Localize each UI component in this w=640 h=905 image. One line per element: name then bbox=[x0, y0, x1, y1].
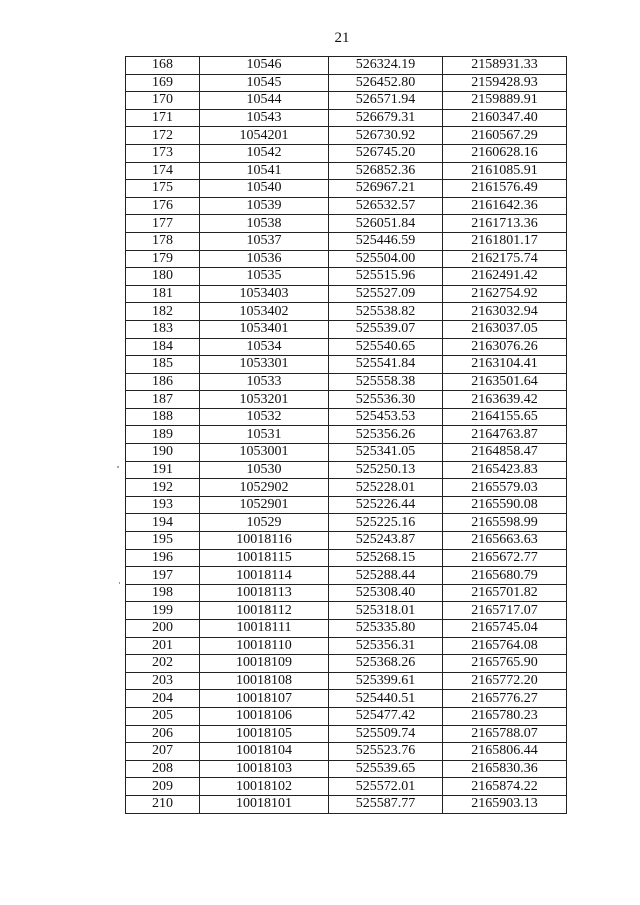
point-number-cell: 182 bbox=[126, 303, 200, 321]
x-coordinate-cell: 525540.65 bbox=[329, 338, 443, 356]
table-row bbox=[126, 655, 567, 673]
y-coordinate-cell: 2160628.16 bbox=[443, 144, 567, 162]
point-number-cell: 173 bbox=[126, 144, 200, 162]
table-row bbox=[126, 303, 567, 321]
point-id-cell: 10535 bbox=[200, 268, 329, 286]
x-coordinate-cell: 525228.01 bbox=[329, 479, 443, 497]
point-number-cell: 191 bbox=[126, 461, 200, 479]
point-id-cell: 10018113 bbox=[200, 584, 329, 602]
point-number-cell: 200 bbox=[126, 620, 200, 638]
point-number-cell: 169 bbox=[126, 74, 200, 92]
x-coordinate-cell: 525523.76 bbox=[329, 743, 443, 761]
y-coordinate-cell: 2163037.05 bbox=[443, 320, 567, 338]
x-coordinate-cell: 525225.16 bbox=[329, 514, 443, 532]
table-row bbox=[126, 338, 567, 356]
point-number-cell: 204 bbox=[126, 690, 200, 708]
point-id-cell: 10018102 bbox=[200, 778, 329, 796]
point-id-cell: 10018108 bbox=[200, 672, 329, 690]
y-coordinate-cell: 2164763.87 bbox=[443, 426, 567, 444]
x-coordinate-cell: 526967.21 bbox=[329, 180, 443, 198]
x-coordinate-cell: 525572.01 bbox=[329, 778, 443, 796]
table-row bbox=[126, 92, 567, 110]
x-coordinate-cell: 525477.42 bbox=[329, 707, 443, 725]
table-row bbox=[126, 444, 567, 462]
y-coordinate-cell: 2159889.91 bbox=[443, 92, 567, 110]
point-id-cell: 1054201 bbox=[200, 127, 329, 145]
table-row bbox=[126, 232, 567, 250]
x-coordinate-cell: 526852.36 bbox=[329, 162, 443, 180]
point-number-cell: 199 bbox=[126, 602, 200, 620]
table-row bbox=[126, 391, 567, 409]
table-row bbox=[126, 707, 567, 725]
x-coordinate-cell: 525440.51 bbox=[329, 690, 443, 708]
point-id-cell: 10531 bbox=[200, 426, 329, 444]
x-coordinate-cell: 525335.80 bbox=[329, 620, 443, 638]
table-row bbox=[126, 549, 567, 567]
point-number-cell: 193 bbox=[126, 496, 200, 514]
y-coordinate-cell: 2163032.94 bbox=[443, 303, 567, 321]
y-coordinate-cell: 2161576.49 bbox=[443, 180, 567, 198]
point-number-cell: 185 bbox=[126, 356, 200, 374]
point-id-cell: 1053201 bbox=[200, 391, 329, 409]
x-coordinate-cell: 526532.57 bbox=[329, 197, 443, 215]
y-coordinate-cell: 2165598.99 bbox=[443, 514, 567, 532]
x-coordinate-cell: 525509.74 bbox=[329, 725, 443, 743]
y-coordinate-cell: 2165874.22 bbox=[443, 778, 567, 796]
point-number-cell: 198 bbox=[126, 584, 200, 602]
point-number-cell: 192 bbox=[126, 479, 200, 497]
point-number-cell: 176 bbox=[126, 197, 200, 215]
y-coordinate-cell: 2165772.20 bbox=[443, 672, 567, 690]
table-row bbox=[126, 320, 567, 338]
y-coordinate-cell: 2165745.04 bbox=[443, 620, 567, 638]
point-number-cell: 184 bbox=[126, 338, 200, 356]
point-number-cell: 207 bbox=[126, 743, 200, 761]
point-number-cell: 179 bbox=[126, 250, 200, 268]
point-id-cell: 1053401 bbox=[200, 320, 329, 338]
table-row bbox=[126, 637, 567, 655]
table-row bbox=[126, 461, 567, 479]
x-coordinate-cell: 525356.31 bbox=[329, 637, 443, 655]
point-id-cell: 10018114 bbox=[200, 567, 329, 585]
table-row bbox=[126, 690, 567, 708]
y-coordinate-cell: 2165830.36 bbox=[443, 760, 567, 778]
point-number-cell: 186 bbox=[126, 373, 200, 391]
table-row bbox=[126, 760, 567, 778]
x-coordinate-cell: 526679.31 bbox=[329, 109, 443, 127]
point-id-cell: 10541 bbox=[200, 162, 329, 180]
point-id-cell: 10018101 bbox=[200, 795, 329, 813]
table-row bbox=[126, 725, 567, 743]
point-number-cell: 183 bbox=[126, 320, 200, 338]
y-coordinate-cell: 2161801.17 bbox=[443, 232, 567, 250]
coordinates-table bbox=[125, 56, 567, 814]
table-row bbox=[126, 57, 567, 75]
table-row bbox=[126, 109, 567, 127]
table-row bbox=[126, 250, 567, 268]
y-coordinate-cell: 2163639.42 bbox=[443, 391, 567, 409]
y-coordinate-cell: 2165765.90 bbox=[443, 655, 567, 673]
x-coordinate-cell: 525341.05 bbox=[329, 444, 443, 462]
point-id-cell: 10018106 bbox=[200, 707, 329, 725]
point-id-cell: 10543 bbox=[200, 109, 329, 127]
point-id-cell: 10530 bbox=[200, 461, 329, 479]
x-coordinate-cell: 525250.13 bbox=[329, 461, 443, 479]
point-id-cell: 10539 bbox=[200, 197, 329, 215]
point-id-cell: 10529 bbox=[200, 514, 329, 532]
x-coordinate-cell: 525504.00 bbox=[329, 250, 443, 268]
y-coordinate-cell: 2163501.64 bbox=[443, 373, 567, 391]
y-coordinate-cell: 2165672.77 bbox=[443, 549, 567, 567]
x-coordinate-cell: 525515.96 bbox=[329, 268, 443, 286]
point-id-cell: 1052902 bbox=[200, 479, 329, 497]
point-number-cell: 178 bbox=[126, 232, 200, 250]
point-id-cell: 10536 bbox=[200, 250, 329, 268]
point-id-cell: 1053402 bbox=[200, 303, 329, 321]
table-row bbox=[126, 268, 567, 286]
point-number-cell: 187 bbox=[126, 391, 200, 409]
point-number-cell: 174 bbox=[126, 162, 200, 180]
scan-speck bbox=[119, 582, 120, 584]
y-coordinate-cell: 2162175.74 bbox=[443, 250, 567, 268]
x-coordinate-cell: 525453.53 bbox=[329, 408, 443, 426]
scan-speck bbox=[117, 466, 119, 468]
y-coordinate-cell: 2158931.33 bbox=[443, 57, 567, 75]
table-row bbox=[126, 479, 567, 497]
x-coordinate-cell: 525541.84 bbox=[329, 356, 443, 374]
y-coordinate-cell: 2161085.91 bbox=[443, 162, 567, 180]
y-coordinate-cell: 2159428.93 bbox=[443, 74, 567, 92]
y-coordinate-cell: 2165776.27 bbox=[443, 690, 567, 708]
point-id-cell: 10018109 bbox=[200, 655, 329, 673]
y-coordinate-cell: 2161642.36 bbox=[443, 197, 567, 215]
x-coordinate-cell: 526324.19 bbox=[329, 57, 443, 75]
y-coordinate-cell: 2162754.92 bbox=[443, 285, 567, 303]
point-id-cell: 10538 bbox=[200, 215, 329, 233]
x-coordinate-cell: 525356.26 bbox=[329, 426, 443, 444]
x-coordinate-cell: 525288.44 bbox=[329, 567, 443, 585]
x-coordinate-cell: 525368.26 bbox=[329, 655, 443, 673]
table-row bbox=[126, 602, 567, 620]
point-id-cell: 10542 bbox=[200, 144, 329, 162]
x-coordinate-cell: 526051.84 bbox=[329, 215, 443, 233]
x-coordinate-cell: 526571.94 bbox=[329, 92, 443, 110]
table-row bbox=[126, 795, 567, 813]
table-row bbox=[126, 426, 567, 444]
point-number-cell: 206 bbox=[126, 725, 200, 743]
x-coordinate-cell: 525243.87 bbox=[329, 532, 443, 550]
point-number-cell: 180 bbox=[126, 268, 200, 286]
point-id-cell: 10018104 bbox=[200, 743, 329, 761]
point-number-cell: 209 bbox=[126, 778, 200, 796]
point-number-cell: 188 bbox=[126, 408, 200, 426]
point-id-cell: 1053403 bbox=[200, 285, 329, 303]
point-id-cell: 1052901 bbox=[200, 496, 329, 514]
y-coordinate-cell: 2165788.07 bbox=[443, 725, 567, 743]
x-coordinate-cell: 526745.20 bbox=[329, 144, 443, 162]
table-row bbox=[126, 285, 567, 303]
y-coordinate-cell: 2165579.03 bbox=[443, 479, 567, 497]
table-row bbox=[126, 356, 567, 374]
point-number-cell: 189 bbox=[126, 426, 200, 444]
y-coordinate-cell: 2165680.79 bbox=[443, 567, 567, 585]
table-row bbox=[126, 373, 567, 391]
point-id-cell: 10018116 bbox=[200, 532, 329, 550]
y-coordinate-cell: 2165764.08 bbox=[443, 637, 567, 655]
point-id-cell: 10533 bbox=[200, 373, 329, 391]
y-coordinate-cell: 2165701.82 bbox=[443, 584, 567, 602]
y-coordinate-cell: 2165806.44 bbox=[443, 743, 567, 761]
y-coordinate-cell: 2165717.07 bbox=[443, 602, 567, 620]
table-row bbox=[126, 567, 567, 585]
table-row bbox=[126, 127, 567, 145]
table-row bbox=[126, 408, 567, 426]
x-coordinate-cell: 526452.80 bbox=[329, 74, 443, 92]
y-coordinate-cell: 2165663.63 bbox=[443, 532, 567, 550]
y-coordinate-cell: 2161713.36 bbox=[443, 215, 567, 233]
page-number: 21 bbox=[334, 30, 350, 46]
point-number-cell: 168 bbox=[126, 57, 200, 75]
point-number-cell: 177 bbox=[126, 215, 200, 233]
x-coordinate-cell: 525538.82 bbox=[329, 303, 443, 321]
point-number-cell: 171 bbox=[126, 109, 200, 127]
y-coordinate-cell: 2160567.29 bbox=[443, 127, 567, 145]
point-number-cell: 194 bbox=[126, 514, 200, 532]
y-coordinate-cell: 2164155.65 bbox=[443, 408, 567, 426]
x-coordinate-cell: 525446.59 bbox=[329, 232, 443, 250]
table-body bbox=[126, 57, 567, 814]
point-id-cell: 10544 bbox=[200, 92, 329, 110]
point-id-cell: 10534 bbox=[200, 338, 329, 356]
x-coordinate-cell: 525536.30 bbox=[329, 391, 443, 409]
point-number-cell: 196 bbox=[126, 549, 200, 567]
x-coordinate-cell: 525268.15 bbox=[329, 549, 443, 567]
x-coordinate-cell: 525527.09 bbox=[329, 285, 443, 303]
y-coordinate-cell: 2162491.42 bbox=[443, 268, 567, 286]
table-row bbox=[126, 215, 567, 233]
point-id-cell: 10018111 bbox=[200, 620, 329, 638]
table-row bbox=[126, 743, 567, 761]
y-coordinate-cell: 2163104.41 bbox=[443, 356, 567, 374]
point-number-cell: 201 bbox=[126, 637, 200, 655]
table-row bbox=[126, 672, 567, 690]
point-id-cell: 10546 bbox=[200, 57, 329, 75]
table-row bbox=[126, 144, 567, 162]
table-row bbox=[126, 197, 567, 215]
point-id-cell: 10018110 bbox=[200, 637, 329, 655]
point-id-cell: 10018107 bbox=[200, 690, 329, 708]
point-number-cell: 175 bbox=[126, 180, 200, 198]
x-coordinate-cell: 525587.77 bbox=[329, 795, 443, 813]
table-row bbox=[126, 496, 567, 514]
y-coordinate-cell: 2165423.83 bbox=[443, 461, 567, 479]
table-row bbox=[126, 584, 567, 602]
table-row bbox=[126, 778, 567, 796]
x-coordinate-cell: 525226.44 bbox=[329, 496, 443, 514]
x-coordinate-cell: 525539.65 bbox=[329, 760, 443, 778]
point-number-cell: 190 bbox=[126, 444, 200, 462]
x-coordinate-cell: 525539.07 bbox=[329, 320, 443, 338]
point-number-cell: 181 bbox=[126, 285, 200, 303]
point-id-cell: 10545 bbox=[200, 74, 329, 92]
table-row bbox=[126, 620, 567, 638]
x-coordinate-cell: 525318.01 bbox=[329, 602, 443, 620]
point-number-cell: 205 bbox=[126, 707, 200, 725]
point-id-cell: 10018115 bbox=[200, 549, 329, 567]
point-number-cell: 202 bbox=[126, 655, 200, 673]
point-number-cell: 170 bbox=[126, 92, 200, 110]
y-coordinate-cell: 2164858.47 bbox=[443, 444, 567, 462]
point-id-cell: 10018103 bbox=[200, 760, 329, 778]
x-coordinate-cell: 525399.61 bbox=[329, 672, 443, 690]
table-row bbox=[126, 514, 567, 532]
point-id-cell: 1053301 bbox=[200, 356, 329, 374]
point-number-cell: 195 bbox=[126, 532, 200, 550]
y-coordinate-cell: 2165590.08 bbox=[443, 496, 567, 514]
point-number-cell: 197 bbox=[126, 567, 200, 585]
point-number-cell: 203 bbox=[126, 672, 200, 690]
table-row bbox=[126, 162, 567, 180]
point-id-cell: 1053001 bbox=[200, 444, 329, 462]
y-coordinate-cell: 2160347.40 bbox=[443, 109, 567, 127]
point-id-cell: 10018105 bbox=[200, 725, 329, 743]
point-id-cell: 10537 bbox=[200, 232, 329, 250]
x-coordinate-cell: 526730.92 bbox=[329, 127, 443, 145]
point-id-cell: 10540 bbox=[200, 180, 329, 198]
x-coordinate-cell: 525558.38 bbox=[329, 373, 443, 391]
point-id-cell: 10018112 bbox=[200, 602, 329, 620]
table-row bbox=[126, 180, 567, 198]
y-coordinate-cell: 2165780.23 bbox=[443, 707, 567, 725]
y-coordinate-cell: 2165903.13 bbox=[443, 795, 567, 813]
point-id-cell: 10532 bbox=[200, 408, 329, 426]
table-row bbox=[126, 532, 567, 550]
y-coordinate-cell: 2163076.26 bbox=[443, 338, 567, 356]
point-number-cell: 172 bbox=[126, 127, 200, 145]
table-row bbox=[126, 74, 567, 92]
point-number-cell: 208 bbox=[126, 760, 200, 778]
point-number-cell: 210 bbox=[126, 795, 200, 813]
x-coordinate-cell: 525308.40 bbox=[329, 584, 443, 602]
